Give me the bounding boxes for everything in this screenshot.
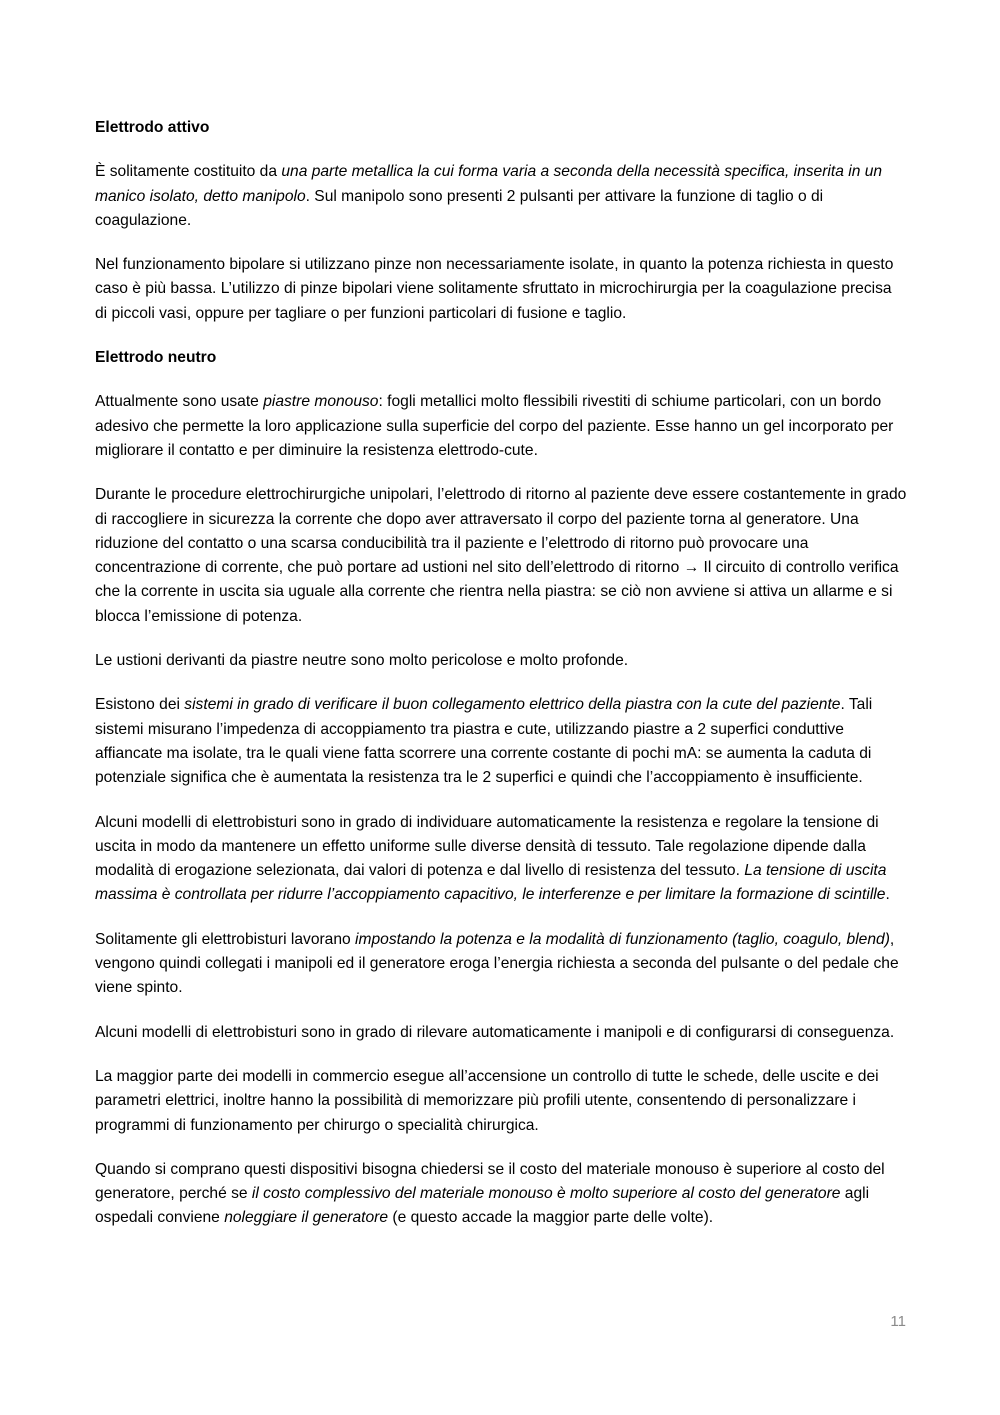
paragraph [95, 928, 907, 1001]
text-run: Alcuni modelli di elettrobisturi sono in grado di rilevare automaticamente i manipoli e di configurarsi di conseguenza. [95, 1023, 895, 1041]
paragraph [95, 693, 907, 790]
italic-text: piastre monouso [263, 393, 379, 411]
text-run: Solitamente gli elettrobisturi lavorano [95, 930, 356, 948]
text-run: Le ustioni derivanti da piastre neutre sono molto pericolose e molto profonde. [95, 652, 629, 670]
page-number: 11 [890, 1313, 906, 1330]
italic-text: il costo complessivo del materiale monouso è molto superiore al costo del generatore [251, 1185, 841, 1203]
paragraph [95, 1021, 907, 1045]
paragraph [95, 1158, 907, 1231]
text-run: È solitamente costituito da [95, 163, 282, 181]
text-run: Durante le procedure elettrochirurgiche unipolari, l’elettrodo di ritorno al paziente deve essere costantemente in grado di raccogliere in sicurezza la corrente che dopo aver attraversato il corpo del paziente torna al generatore. Una riduzione del contatto o una scarsa conducibilità tra il paziente e l’elettrodo di ritorno può provocare una concentrazione di corrente, che può portare ad ustioni nel sito dell’elettrodo di ritorno → Il circuito di controllo verifica che la corrente in uscita sia uguale alla corrente che rientra nella piastra: se ciò non avviene si attiva un allarme e si blocca l’emissione di potenza. [95, 486, 907, 625]
paragraph [95, 390, 907, 463]
paragraph [95, 483, 907, 629]
document-body [95, 116, 907, 1251]
text-run: . Sul manipolo sono presenti 2 pulsanti per attivare la funzione di taglio o di coagulazione. [95, 187, 824, 229]
italic-text: impostando la potenza e la modalità di funzionamento (taglio, coagulo, blend) [355, 930, 890, 948]
paragraph [95, 1065, 907, 1138]
paragraph [95, 811, 907, 908]
text-run: (e questo accade la maggior parte delle volte). [388, 1209, 714, 1227]
text-run: : fogli metallici molto flessibili rivestiti di schiume particolari, con un bordo adesivo che permette la loro applicazione sulla superficie del corpo del paziente. Esse hanno un gel incorporato per migliorare il contatto e per diminuire la resistenza elettrodo-cute. [95, 393, 894, 459]
text-run: La maggior parte dei modelli in commercio esegue all’accensione un controllo di tutte le schede, delle uscite e dei parametri elettrici, inoltre hanno la possibilità di memorizzare più profili utente, consentendo di personalizzare i programmi di funzionamento per chirurgo o specialità chirurgica. [95, 1067, 879, 1134]
text-run: Alcuni modelli di elettrobisturi sono in grado di individuare automaticamente la resistenza e regolare la tensione di uscita in modo da mantenere un effetto uniforme sulle diverse densità di tessuto. Tale regolazione dipende dalla modalità di erogazione selezionata, dai valori di potenza e dal livello di resistenza del tessuto. [95, 813, 879, 880]
italic-text: sistemi in grado di verificare il buon collegamento elettrico della piastra con la cute del paziente [184, 696, 841, 714]
italic-text: noleggiare il generatore [224, 1209, 389, 1227]
italic-text: una parte metallica la cui forma varia a seconda della necessità specifica, inserita in un manico isolato, detto manipolo [95, 163, 883, 205]
section-heading: Elettrodo attivo [95, 119, 210, 136]
paragraph [95, 253, 907, 326]
paragraph [95, 649, 907, 673]
text-run: Nel funzionamento bipolare si utilizzano pinze non necessariamente isolate, in quanto la potenza richiesta in questo caso è più bassa. L’utilizzo di pinze bipolari viene solitamente sfruttato in microchirurgia per la coagulazione precisa di piccoli vasi, oppure per tagliare o per funzioni particolari di fusione e taglio. [95, 256, 894, 322]
text-run: agli ospedali conviene [95, 1185, 870, 1227]
paragraph [95, 160, 907, 233]
italic-text: La tensione di uscita massima è controllata per ridurre l’accoppiamento capacitivo, le interferenze e per limitare la formazione di scintille [95, 862, 887, 904]
text-run: . Tali sistemi misurano l’impedenza di accoppiamento tra piastra e cute, utilizzando piastre a 2 superfici conduttive affiancate ma isolate, tra le quali viene fatta scorrere una corrente costante di pochi mA: se aumenta la caduta di potenziale significa che è aumentata la resistenza tra le 2 superfici e quindi che l’accoppiamento è insufficiente. [95, 696, 873, 787]
text-run: Attualmente sono usate [95, 393, 264, 411]
text-run: Quando si comprano questi dispositivi bisogna chiedersi se il costo del materiale monouso è superiore al costo del generatore, perché se [95, 1160, 885, 1203]
section-heading: Elettrodo neutro [95, 349, 217, 367]
text-run: . [885, 886, 890, 904]
text-run: , vengono quindi collegati i manipoli ed il generatore eroga l’energia richiesta a seconda del pulsante o del pedale che viene spinto. [95, 930, 899, 997]
text-run: Esistono dei [95, 696, 185, 714]
